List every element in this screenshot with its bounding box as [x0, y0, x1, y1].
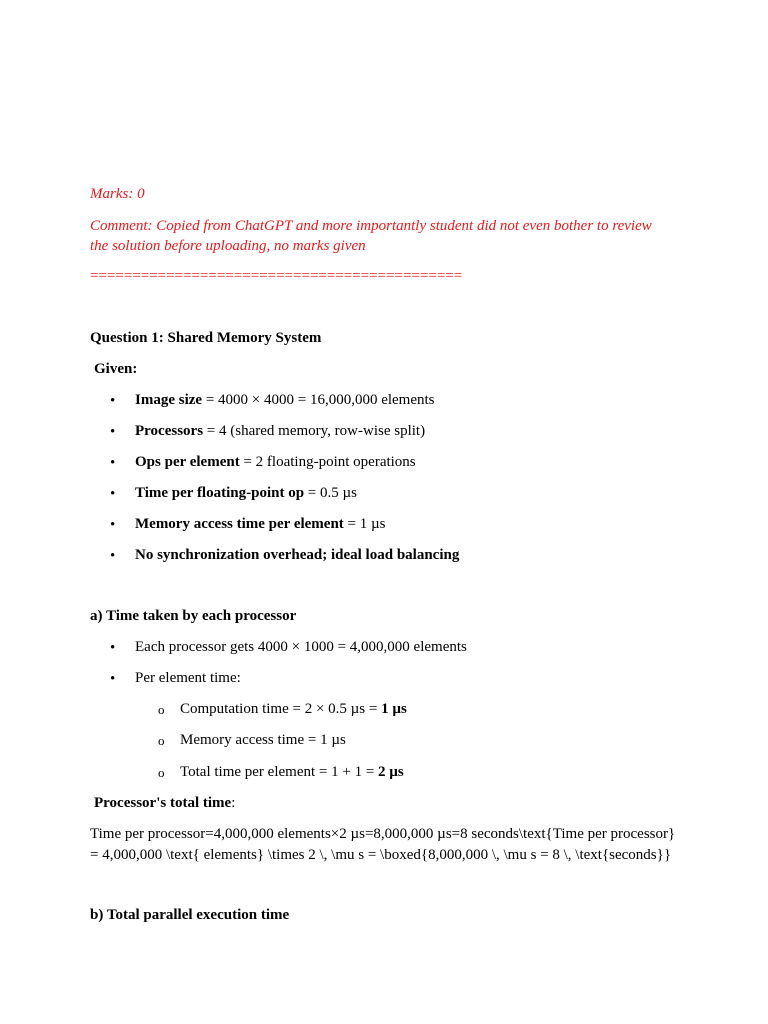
- given-item-value: = 0.5 µs: [304, 485, 357, 501]
- given-item-label: Ops per element: [135, 454, 240, 470]
- sub-item-total: [180, 762, 404, 782]
- given-item-value: = 4000 × 4000 = 16,000,000 elements: [202, 392, 435, 408]
- sub-item-memory: [180, 730, 346, 750]
- bullet-glyph: •: [110, 455, 116, 471]
- given-item-no-sync: [135, 545, 459, 565]
- given-label: Given:: [94, 361, 138, 377]
- given-item-ops: [135, 452, 416, 472]
- sub-item-text: Memory access time = 1 µs: [180, 732, 346, 748]
- given-item-label: Image size: [135, 392, 203, 408]
- given-item-label: Processors: [135, 423, 204, 439]
- processor-total-label: [94, 793, 235, 813]
- given-item-label: No synchronization overhead; ideal load balancing: [135, 547, 460, 563]
- sub-item-text: Computation time = 2 × 0.5 µs =: [180, 701, 382, 717]
- formula-line-1: Time per processor=4,000,000 elements×2 µs=8,000,000 µs=8 seconds\text{Time per processor}: [90, 826, 676, 842]
- bullet-glyph: •: [110, 486, 116, 502]
- part-a-title: a) Time taken by each processor: [90, 608, 297, 624]
- given-item-value: = 4 (shared memory, row-wise split): [203, 423, 426, 439]
- part-b-title: b) Total parallel execution time: [90, 907, 290, 923]
- question-title: Question 1: Shared Memory System: [90, 330, 322, 346]
- bullet-glyph: •: [110, 548, 116, 564]
- sub-bullet-glyph: o: [158, 765, 165, 780]
- processor-total-colon: :: [231, 795, 236, 811]
- marks-text: Marks: 0: [90, 186, 145, 202]
- given-item-processors: [135, 421, 425, 441]
- bullet-glyph: •: [110, 640, 116, 656]
- bullet-glyph: •: [110, 517, 116, 533]
- given-item-value: = 2 floating-point operations: [239, 454, 416, 470]
- given-item-label: Time per floating-point op: [135, 485, 305, 501]
- given-item-label: Memory access time per element: [135, 516, 344, 532]
- sub-item-text: Total time per element = 1 + 1 =: [180, 764, 379, 780]
- part-a-bullet-2: Per element time:: [135, 670, 241, 686]
- processor-total-text: Processor's total time: [94, 795, 232, 811]
- comment-line-1: Comment: Copied from ChatGPT and more importantly student did not even bother to review: [90, 218, 652, 234]
- sub-item-computation: [180, 699, 407, 719]
- given-item-time-per-op: [135, 483, 357, 503]
- given-item-memory-access: [135, 514, 386, 534]
- separator-line: ============================================: [90, 268, 463, 284]
- sub-item-result: 1 µs: [381, 701, 407, 717]
- bullet-glyph: •: [110, 393, 116, 409]
- sub-bullet-glyph: o: [158, 702, 165, 717]
- part-a-bullet-1: Each processor gets 4000 × 1000 = 4,000,000 elements: [135, 639, 467, 655]
- formula-line-2: = 4,000,000 \text{ elements} \times 2 \, \mu s = \boxed{8,000,000 \, \mu s = 8 \, \text{seconds}}: [90, 847, 672, 863]
- given-item-value: = 1 µs: [343, 516, 386, 532]
- sub-bullet-glyph: o: [158, 733, 165, 748]
- comment-line-2: the solution before uploading, no marks given: [90, 238, 366, 254]
- bullet-glyph: •: [110, 671, 116, 687]
- sub-item-result: 2 µs: [378, 764, 404, 780]
- bullet-glyph: •: [110, 424, 116, 440]
- given-item-image-size: [135, 390, 435, 410]
